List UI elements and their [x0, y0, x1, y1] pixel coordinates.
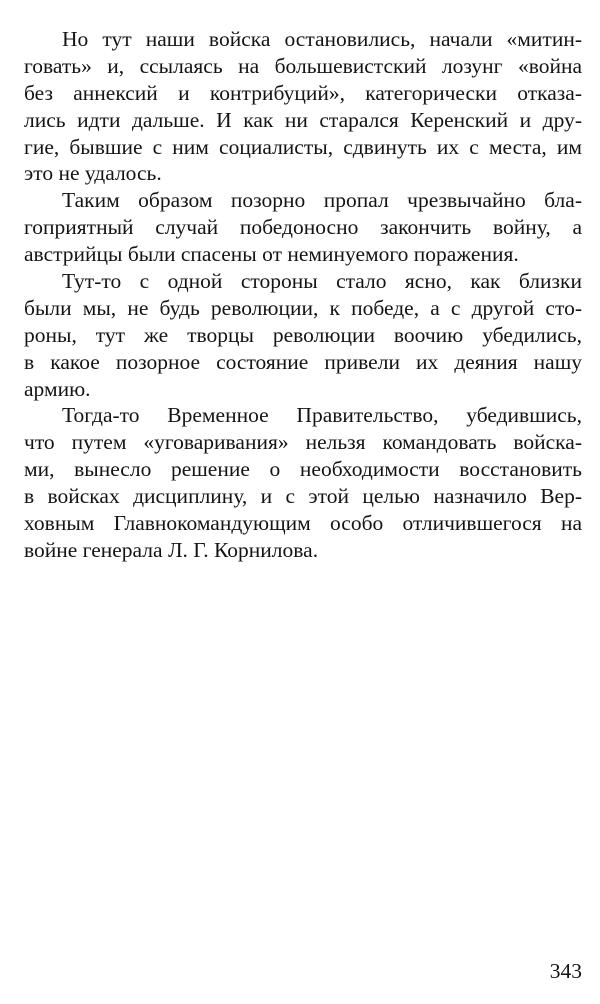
text-line: роны, тут же творцы революции воочию убедились,	[24, 322, 582, 347]
text-line: гие, бывшие с ним социалисты, сдвинуть их с места, им	[24, 134, 582, 159]
text-line: говать» и, ссылаясь на большевистский лозунг «война	[24, 53, 582, 78]
text-line: Тогда-то Временное Правительство, убедившись,	[62, 403, 582, 428]
text-line: это не удалось.	[24, 161, 162, 186]
paragraph	[24, 26, 582, 187]
text-line: гоприятный случай победоносно закончить войну, а	[24, 215, 582, 240]
text-line: войне генерала Л. Г. Корнилова.	[24, 537, 319, 562]
body-text	[24, 26, 582, 564]
paragraph	[24, 402, 582, 563]
paragraph	[24, 187, 582, 268]
page-number: 343	[549, 959, 582, 983]
text-line: в войсках дисциплину, и с этой целью назначило Вер-	[24, 484, 582, 509]
paragraph	[24, 268, 582, 402]
text-line: армию.	[24, 376, 91, 401]
text-line: Таким образом позорно пропал чрезвычайно бла-	[62, 188, 582, 213]
text-line: были мы, не будь революции, к победе, а с другой сто-	[24, 295, 582, 320]
text-line: что путем «уговаривания» нельзя командовать войска-	[24, 430, 582, 455]
text-line: ховным Главнокомандующим особо отличившегося на	[24, 511, 582, 536]
text-line: Но тут наши войска остановились, начали «митин-	[62, 27, 582, 51]
text-line: ми, вынесло решение о необходимости восстановить	[24, 457, 582, 482]
text-line: Тут-то с одной стороны стало ясно, как близки	[62, 269, 582, 294]
text-line: австрийцы были спасены от неминуемого поражения.	[24, 242, 519, 267]
text-line: в какое позорное состояние привели их деяния нашу	[24, 349, 582, 374]
text-line: без аннексий и контрибуций», категорически отказа-	[24, 80, 582, 105]
text-line: лись идти дальше. И как ни старался Керенский и дру-	[24, 107, 582, 132]
